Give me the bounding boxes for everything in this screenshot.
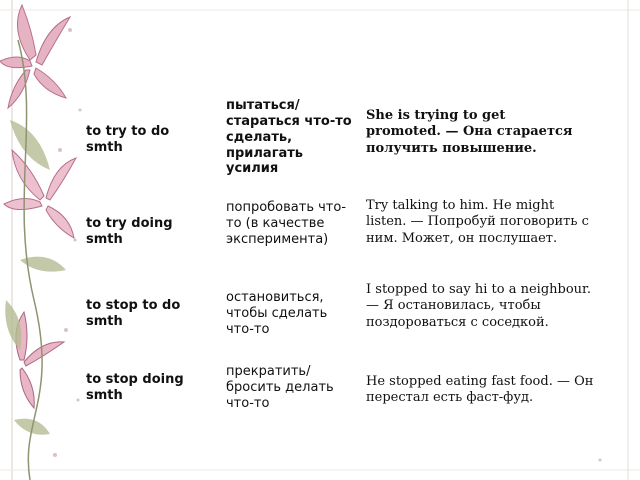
example-try-doing: Try talking to him. He might listen. — Попробуй поговорить с ним. Может, он послушает. [366,198,589,246]
meaning-try-to-do: пытаться/ стараться что-то сделать, прилагать усилия [226,98,352,177]
example-try-to-do: She is trying to get promoted. — Она старается получить повышение. [366,108,573,156]
example-stop-doing: He stopped eating fast food. — Он перестал есть фаст-фуд. [366,374,594,406]
meaning-stop-doing: прекратить/ бросить делать что-то [226,364,334,411]
term-try-doing: to try doing smth [86,216,173,247]
example-stop-to-do: I stopped to say hi to a neighbour. — Я остановилась, чтобы поздороваться с соседкой. [366,282,591,330]
meaning-try-doing: попробовать что-то (в качестве эксперимента) [226,200,347,247]
term-stop-doing: to stop doing smth [86,372,184,403]
lily-flower-icon [0,5,70,108]
term-stop-to-do: to stop to do smth [86,298,181,329]
meaning-stop-to-do: остановиться, чтобы сделать что-то [226,290,328,337]
leaf-icon [5,120,66,435]
term-try-to-do: to try to do smth [86,124,170,155]
